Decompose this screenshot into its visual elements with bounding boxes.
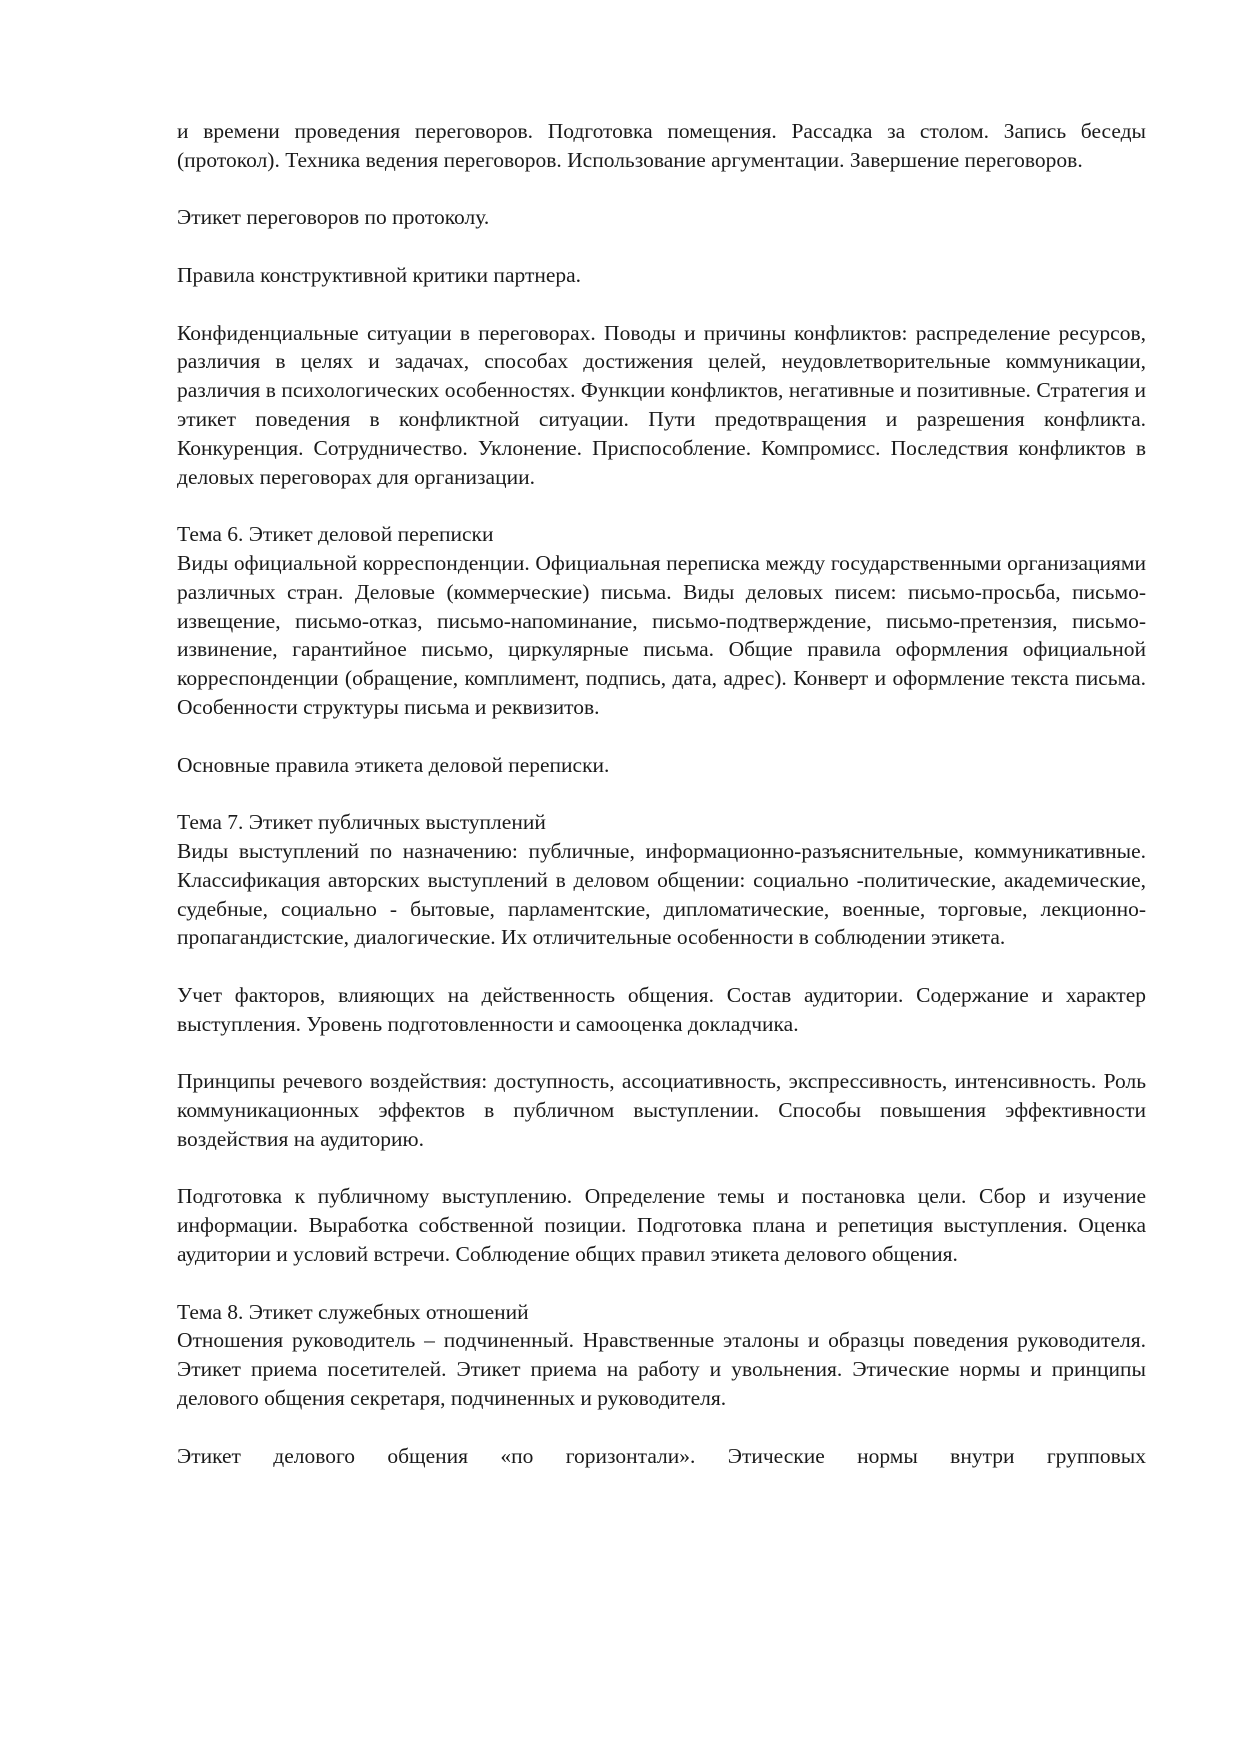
paragraph-protocol-etiquette <box>177 203 1146 232</box>
topic-7-heading: Тема 7. Этикет публичных выступлений <box>177 810 546 835</box>
paragraph-conflicts <box>177 319 1146 492</box>
paragraph-text: Правила конструктивной критики партнера. <box>177 262 582 287</box>
topic-7-preparation <box>177 1182 1146 1268</box>
paragraph-text: Этикет переговоров по протоколу. <box>177 205 490 230</box>
topic-8-section <box>177 1298 1146 1413</box>
paragraph-text: Принципы речевого воздействия: доступность, ассоциативность, экспрессивность, интенсивность. Роль коммуникационных эффектов в публичном выступлении. Способы повышения эффективности воздействия на аудиторию. <box>177 1069 1146 1151</box>
topic-6-rules <box>177 751 1146 780</box>
paragraph-constructive-criticism <box>177 261 1146 290</box>
paragraph-text: Основные правила этикета деловой переписки. <box>177 752 610 777</box>
paragraph-negotiation-preparation <box>177 117 1146 175</box>
topic-6-body: Виды официальной корреспонденции. Официальная переписка между государственными организациями различных стран. Деловые (коммерческие) письма. Виды деловых писем: письмо-просьба, письмо-извещение, письмо-отказ, письмо-напоминание, письмо-подтверждение, письмо-претензия, письмо-извинение, гарантийное письмо, циркулярные письма. Общие правила оформления официальной корреспонденции (обращение, комплимент, подпись, дата, адрес). Конверт и оформление текста письма. Особенности структуры письма и реквизитов. <box>177 550 1146 719</box>
topic-7-section <box>177 808 1146 952</box>
paragraph-text: и времени проведения переговоров. Подготовка помещения. Рассадка за столом. Запись беседы (протокол). Техника ведения переговоров. Использование аргументации. Завершение переговоров. <box>177 119 1146 172</box>
document-page <box>177 117 1146 1499</box>
topic-6-section <box>177 520 1146 722</box>
topic-8-horizontal <box>177 1442 1146 1471</box>
topic-7-body: Виды выступлений по назначению: публичные, информационно-разъяснительные, коммуникативные. Классификация авторских выступлений в деловом общении: социально -политические, академические, судебные, социально - бытовые, парламентские, дипломатические, военные, торговые, лекционно-пропагандистские, диалогические. Их отличительные особенности в соблюдении этикета. <box>177 838 1146 950</box>
topic-7-principles <box>177 1067 1146 1153</box>
paragraph-text: Учет факторов, влияющих на действенность общения. Состав аудитории. Содержание и характер выступления. Уровень подготовленности и самооценка докладчика. <box>177 982 1146 1036</box>
topic-7-factors <box>177 981 1146 1039</box>
topic-6-heading: Тема 6. Этикет деловой переписки <box>177 522 494 547</box>
paragraph-text: Этикет делового общения «по горизонтали». Этические нормы внутри групповых <box>177 1443 1146 1468</box>
topic-8-body: Отношения руководитель – подчиненный. Нравственные эталоны и образцы поведения руководителя. Этикет приема посетителей. Этикет приема на работу и увольнения. Этические нормы и принципы делового общения секретаря, подчиненных и руководителя. <box>177 1328 1146 1411</box>
paragraph-text: Конфиденциальные ситуации в переговорах. Поводы и причины конфликтов: распределение ресурсов, различия в целях и задачах, способах достижения целей, неудовлетворительные коммуникации, различия в психологических особенностях. Функции конфликтов, негативные и позитивные. Стратегия и этикет поведения в конфликтной ситуации. Пути предотвращения и разрешения конфликта. Конкуренция. Сотрудничество. Уклонение. Приспособление. Компромисс. Последствия конфликтов в деловых переговорах для организации. <box>177 320 1146 489</box>
topic-8-heading: Тема 8. Этикет служебных отношений <box>177 1299 529 1324</box>
paragraph-text: Подготовка к публичному выступлению. Определение темы и постановка цели. Сбор и изучение информации. Выработка собственной позиции. Подготовка плана и репетиция выступления. Оценка аудитории и условий встречи. Соблюдение общих правил этикета делового общения. <box>177 1184 1146 1267</box>
